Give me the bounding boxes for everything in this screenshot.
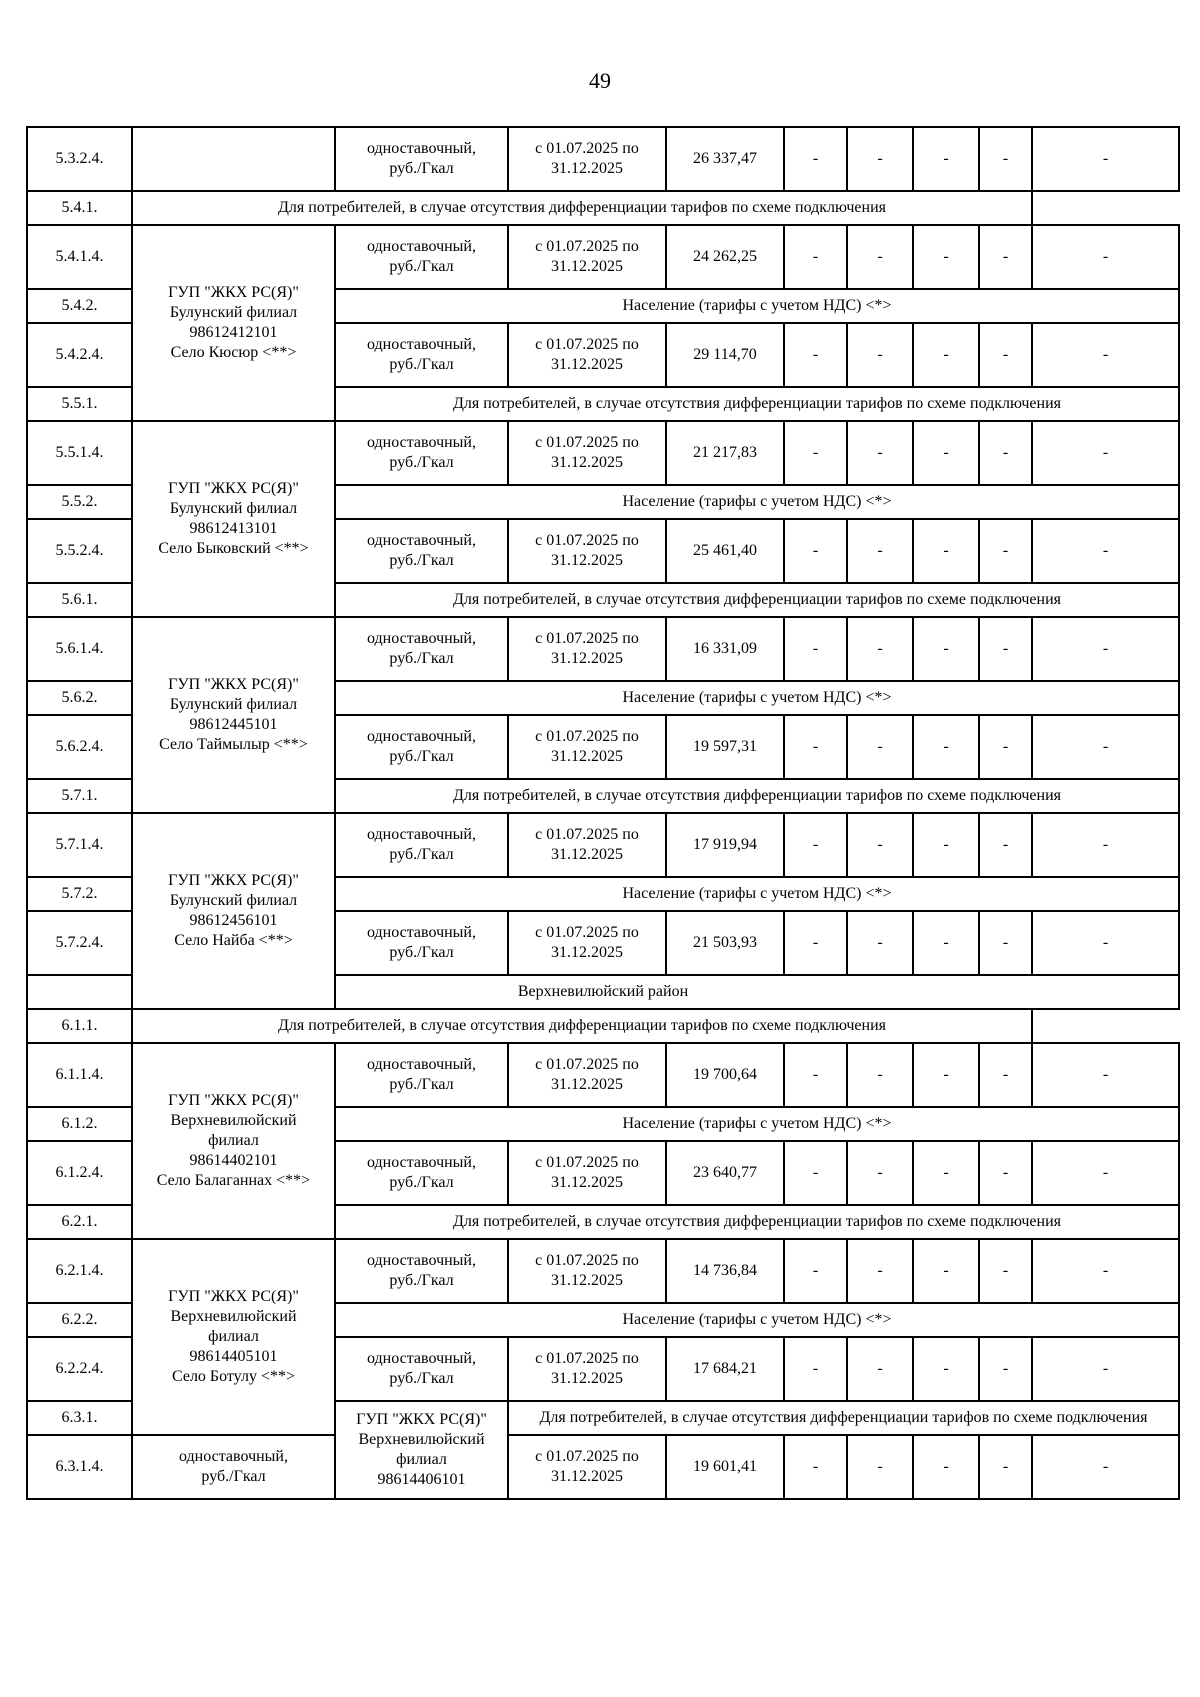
tariff-value: 21 503,93 xyxy=(666,911,784,975)
organization-line: ГУП "ЖКХ РС(Я)" xyxy=(168,1092,299,1109)
tariff-type-line: руб./Гкал xyxy=(389,1174,454,1191)
organization-line: Булунский филиал xyxy=(169,304,298,321)
organization-line: Село Ботулу <**> xyxy=(171,1368,296,1385)
tariff-type-line: руб./Гкал xyxy=(389,846,454,863)
empty-dash: - xyxy=(847,1239,913,1303)
period xyxy=(508,1337,666,1401)
empty-dash: - xyxy=(913,813,979,877)
category-row xyxy=(27,191,1179,225)
empty-dash: - xyxy=(913,1239,979,1303)
empty-dash: - xyxy=(1032,617,1179,681)
tariff-value: 21 217,83 xyxy=(666,421,784,485)
tariff-type xyxy=(335,1239,508,1303)
organization-line: Верхневилюйский xyxy=(170,1308,297,1325)
period-line: 31.12.2025 xyxy=(551,846,623,863)
tariff-value: 17 684,21 xyxy=(666,1337,784,1401)
organization-cell xyxy=(132,421,335,617)
empty-dash: - xyxy=(979,1337,1032,1401)
district-row xyxy=(27,975,1179,1009)
empty-dash: - xyxy=(784,519,847,583)
organization-line: Булунский филиал xyxy=(169,500,298,517)
organization-cell-empty xyxy=(132,127,335,191)
tariff-type-line: одноставочный, xyxy=(367,826,476,843)
period xyxy=(508,225,666,289)
row-number: 6.2.1.4. xyxy=(27,1239,132,1303)
empty-dash: - xyxy=(913,1435,979,1499)
empty-dash: - xyxy=(847,1435,913,1499)
empty-dash: - xyxy=(1032,1043,1179,1107)
empty-dash: - xyxy=(784,1435,847,1499)
row-number: 5.7.1.4. xyxy=(27,813,132,877)
row-number: 6.2.1. xyxy=(27,1205,132,1239)
row-number: 6.1.1.4. xyxy=(27,1043,132,1107)
organization-line: Село Найба <**> xyxy=(174,932,293,949)
tariff-type-line: руб./Гкал xyxy=(389,1272,454,1289)
empty-dash: - xyxy=(913,225,979,289)
empty-dash: - xyxy=(784,1043,847,1107)
tariff-type xyxy=(335,813,508,877)
tariff-type-line: одноставочный, xyxy=(367,238,476,255)
empty-dash: - xyxy=(1032,1239,1179,1303)
organization-line: Верхневилюйский xyxy=(358,1431,485,1448)
tariff-type-line: одноставочный, xyxy=(367,1154,476,1171)
empty-dash: - xyxy=(979,715,1032,779)
empty-dash: - xyxy=(913,1337,979,1401)
organization-cell xyxy=(335,1401,508,1499)
category-label: Население (тарифы с учетом НДС) <*> xyxy=(335,289,1179,323)
empty-dash: - xyxy=(1032,225,1179,289)
empty-dash: - xyxy=(1032,715,1179,779)
organization-line: ГУП "ЖКХ РС(Я)" xyxy=(356,1411,487,1428)
empty-dash: - xyxy=(847,519,913,583)
organization-line: 98612413101 xyxy=(189,520,278,537)
tariff-value: 23 640,77 xyxy=(666,1141,784,1205)
tariff-type-line: одноставочный, xyxy=(367,434,476,451)
tariff-table xyxy=(26,126,1180,1500)
organization-line: Село Таймылыр <**> xyxy=(159,736,308,753)
row-number: 5.7.2.4. xyxy=(27,911,132,975)
period-line: с 01.07.2025 по xyxy=(535,728,639,745)
row-number: 5.4.1.4. xyxy=(27,225,132,289)
tariff-value: 19 700,64 xyxy=(666,1043,784,1107)
tariff-value: 24 262,25 xyxy=(666,225,784,289)
period-line: 31.12.2025 xyxy=(551,1468,623,1485)
tariff-type-line: одноставочный, xyxy=(367,630,476,647)
tariff-type-line: руб./Гкал xyxy=(389,552,454,569)
empty-dash: - xyxy=(979,323,1032,387)
row-number: 5.3.2.4. xyxy=(27,127,132,191)
row-number: 5.7.1. xyxy=(27,779,132,813)
tariff-type-line: руб./Гкал xyxy=(389,748,454,765)
period xyxy=(508,1141,666,1205)
row-number: 5.5.2.4. xyxy=(27,519,132,583)
empty-dash: - xyxy=(1032,519,1179,583)
tariff-type-line: руб./Гкал xyxy=(389,650,454,667)
period-line: 31.12.2025 xyxy=(551,748,623,765)
empty-dash: - xyxy=(913,715,979,779)
row-number: 6.2.2.4. xyxy=(27,1337,132,1401)
category-label: Для потребителей, в случае отсутствия дифференциации тарифов по схеме подключения xyxy=(132,1009,1032,1043)
empty-dash: - xyxy=(913,519,979,583)
period-line: с 01.07.2025 по xyxy=(535,1056,639,1073)
tariff-value: 17 919,94 xyxy=(666,813,784,877)
category-label: Население (тарифы с учетом НДС) <*> xyxy=(335,681,1179,715)
period-line: с 01.07.2025 по xyxy=(535,1350,639,1367)
empty-dash: - xyxy=(784,323,847,387)
tariff-value: 26 337,47 xyxy=(666,127,784,191)
tariff-row xyxy=(27,813,1179,877)
empty-dash: - xyxy=(784,127,847,191)
period xyxy=(508,323,666,387)
tariff-type xyxy=(132,1435,335,1499)
category-label: Для потребителей, в случае отсутствия дифференциации тарифов по схеме подключения xyxy=(335,1205,1179,1239)
tariff-type-line: руб./Гкал xyxy=(389,1076,454,1093)
tariff-type-line: одноставочный, xyxy=(367,1252,476,1269)
empty-dash: - xyxy=(979,1435,1032,1499)
tariff-type-line: руб./Гкал xyxy=(389,160,454,177)
organization-line: 98614405101 xyxy=(189,1348,278,1365)
period xyxy=(508,1435,666,1499)
category-label: Для потребителей, в случае отсутствия дифференциации тарифов по схеме подключения xyxy=(132,191,1032,225)
tariff-row xyxy=(27,127,1179,191)
district-title: Верхневилюйский район xyxy=(27,975,1179,1009)
empty-dash: - xyxy=(1032,1435,1179,1499)
category-label: Для потребителей, в случае отсутствия дифференциации тарифов по схеме подключения xyxy=(335,779,1179,813)
empty-dash: - xyxy=(979,617,1032,681)
period-line: 31.12.2025 xyxy=(551,1174,623,1191)
empty-dash: - xyxy=(979,225,1032,289)
period-line: 31.12.2025 xyxy=(551,1370,623,1387)
category-row xyxy=(27,1009,1179,1043)
empty-dash: - xyxy=(1032,1337,1179,1401)
organization-line: 98614406101 xyxy=(377,1471,466,1488)
empty-dash: - xyxy=(1032,421,1179,485)
period xyxy=(508,1239,666,1303)
empty-dash: - xyxy=(847,617,913,681)
row-number: 5.6.1.4. xyxy=(27,617,132,681)
tariff-type xyxy=(335,519,508,583)
empty-dash: - xyxy=(784,1337,847,1401)
organization-line: филиал xyxy=(396,1451,447,1468)
empty-dash: - xyxy=(784,617,847,681)
row-number: 6.3.1.4. xyxy=(27,1435,132,1499)
organization-cell xyxy=(132,1239,335,1435)
category-label: Для потребителей, в случае отсутствия дифференциации тарифов по схеме подключения xyxy=(335,387,1179,421)
empty-dash: - xyxy=(784,1239,847,1303)
empty-dash: - xyxy=(847,813,913,877)
tariff-type xyxy=(335,323,508,387)
tariff-row xyxy=(27,1435,1179,1499)
empty-dash: - xyxy=(979,127,1032,191)
tariff-type-line: руб./Гкал xyxy=(201,1468,266,1485)
empty-dash: - xyxy=(847,1141,913,1205)
period-line: с 01.07.2025 по xyxy=(535,1252,639,1269)
empty-dash: - xyxy=(913,911,979,975)
organization-line: Село Балаганнах <**> xyxy=(156,1172,311,1189)
empty-dash: - xyxy=(784,813,847,877)
tariff-row xyxy=(27,421,1179,485)
organization-line: Булунский филиал xyxy=(169,892,298,909)
empty-dash: - xyxy=(847,911,913,975)
empty-dash: - xyxy=(913,127,979,191)
tariff-type-line: руб./Гкал xyxy=(389,944,454,961)
row-number: 6.2.2. xyxy=(27,1303,132,1337)
empty-dash: - xyxy=(847,225,913,289)
empty-dash: - xyxy=(784,911,847,975)
period-line: с 01.07.2025 по xyxy=(535,140,639,157)
organization-line: Село Быковский <**> xyxy=(158,540,309,557)
row-number: 5.4.2. xyxy=(27,289,132,323)
tariff-type-line: одноставочный, xyxy=(179,1448,288,1465)
empty-dash: - xyxy=(979,1141,1032,1205)
tariff-type-line: руб./Гкал xyxy=(389,258,454,275)
period xyxy=(508,519,666,583)
empty-dash: - xyxy=(847,1337,913,1401)
tariff-type xyxy=(335,225,508,289)
period-line: 31.12.2025 xyxy=(551,356,623,373)
tariff-type xyxy=(335,127,508,191)
period-line: с 01.07.2025 по xyxy=(535,1448,639,1465)
tariff-type xyxy=(335,715,508,779)
organization-line: ГУП "ЖКХ РС(Я)" xyxy=(168,872,299,889)
tariff-type-line: руб./Гкал xyxy=(389,454,454,471)
row-number: 5.6.2. xyxy=(27,681,132,715)
tariff-row xyxy=(27,1239,1179,1303)
empty-dash: - xyxy=(847,1043,913,1107)
empty-dash: - xyxy=(1032,911,1179,975)
empty-dash: - xyxy=(847,323,913,387)
empty-dash: - xyxy=(784,225,847,289)
organization-line: филиал xyxy=(208,1328,259,1345)
tariff-row xyxy=(27,1043,1179,1107)
tariff-type xyxy=(335,1337,508,1401)
period-line: 31.12.2025 xyxy=(551,650,623,667)
period xyxy=(508,127,666,191)
tariff-value: 25 461,40 xyxy=(666,519,784,583)
organization-line: Село Кюсюр <**> xyxy=(170,344,297,361)
empty-dash: - xyxy=(1032,1141,1179,1205)
period xyxy=(508,421,666,485)
period-line: 31.12.2025 xyxy=(551,944,623,961)
empty-dash: - xyxy=(1032,323,1179,387)
period-line: 31.12.2025 xyxy=(551,552,623,569)
row-number: 5.5.1.4. xyxy=(27,421,132,485)
period xyxy=(508,911,666,975)
empty-dash: - xyxy=(1032,813,1179,877)
empty-dash: - xyxy=(913,323,979,387)
empty-dash: - xyxy=(784,421,847,485)
tariff-type xyxy=(335,1043,508,1107)
tariff-type-line: одноставочный, xyxy=(367,728,476,745)
tariff-type-line: руб./Гкал xyxy=(389,1370,454,1387)
tariff-type xyxy=(335,1141,508,1205)
organization-line: 98612445101 xyxy=(189,716,278,733)
period-line: с 01.07.2025 по xyxy=(535,1154,639,1171)
row-number: 5.5.2. xyxy=(27,485,132,519)
empty-dash: - xyxy=(847,127,913,191)
page-number: 49 xyxy=(589,68,611,93)
period-line: 31.12.2025 xyxy=(551,1272,623,1289)
tariff-type xyxy=(335,617,508,681)
period xyxy=(508,1043,666,1107)
organization-line: Верхневилюйский xyxy=(170,1112,297,1129)
period-line: с 01.07.2025 по xyxy=(535,924,639,941)
period xyxy=(508,715,666,779)
tariff-value: 16 331,09 xyxy=(666,617,784,681)
empty-dash: - xyxy=(979,1239,1032,1303)
period-line: с 01.07.2025 по xyxy=(535,434,639,451)
empty-dash: - xyxy=(913,421,979,485)
row-number: 6.1.2. xyxy=(27,1107,132,1141)
category-label: Население (тарифы с учетом НДС) <*> xyxy=(335,1303,1179,1337)
row-number: 5.6.2.4. xyxy=(27,715,132,779)
category-label: Для потребителей, в случае отсутствия дифференциации тарифов по схеме подключения xyxy=(508,1401,1179,1435)
empty-dash: - xyxy=(913,1043,979,1107)
period xyxy=(508,813,666,877)
period-line: 31.12.2025 xyxy=(551,454,623,471)
organization-cell xyxy=(132,617,335,813)
row-number: 6.1.1. xyxy=(27,1009,132,1043)
period-line: 31.12.2025 xyxy=(551,258,623,275)
period-line: 31.12.2025 xyxy=(551,1076,623,1093)
empty-dash: - xyxy=(1032,127,1179,191)
row-number: 6.3.1. xyxy=(27,1401,132,1435)
empty-dash: - xyxy=(979,421,1032,485)
category-label: Для потребителей, в случае отсутствия дифференциации тарифов по схеме подключения xyxy=(335,583,1179,617)
period-line: с 01.07.2025 по xyxy=(535,532,639,549)
period-line: с 01.07.2025 по xyxy=(535,826,639,843)
organization-line: Булунский филиал xyxy=(169,696,298,713)
category-label: Население (тарифы с учетом НДС) <*> xyxy=(335,877,1179,911)
tariff-type-line: одноставочный, xyxy=(367,1056,476,1073)
organization-line: 98612456101 xyxy=(189,912,278,929)
organization-line: ГУП "ЖКХ РС(Я)" xyxy=(168,480,299,497)
tariff-value: 29 114,70 xyxy=(666,323,784,387)
tariff-value: 19 597,31 xyxy=(666,715,784,779)
tariff-type-line: руб./Гкал xyxy=(389,356,454,373)
organization-line: филиал xyxy=(208,1132,259,1149)
period xyxy=(508,617,666,681)
row-number: 5.7.2. xyxy=(27,877,132,911)
organization-line: ГУП "ЖКХ РС(Я)" xyxy=(168,1288,299,1305)
empty-dash: - xyxy=(847,715,913,779)
empty-dash: - xyxy=(784,1141,847,1205)
tariff-type xyxy=(335,911,508,975)
tariff-type xyxy=(335,421,508,485)
tariff-value: 14 736,84 xyxy=(666,1239,784,1303)
tariff-type-line: одноставочный, xyxy=(367,1350,476,1367)
period-line: 31.12.2025 xyxy=(551,160,623,177)
organization-line: 98614402101 xyxy=(189,1152,278,1169)
empty-dash: - xyxy=(913,1141,979,1205)
tariff-row xyxy=(27,617,1179,681)
organization-line: ГУП "ЖКХ РС(Я)" xyxy=(168,676,299,693)
row-number: 5.4.2.4. xyxy=(27,323,132,387)
tariff-row xyxy=(27,225,1179,289)
period-line: с 01.07.2025 по xyxy=(535,630,639,647)
category-label: Население (тарифы с учетом НДС) <*> xyxy=(335,1107,1179,1141)
empty-dash: - xyxy=(979,1043,1032,1107)
organization-line: ГУП "ЖКХ РС(Я)" xyxy=(168,284,299,301)
category-label: Население (тарифы с учетом НДС) <*> xyxy=(335,485,1179,519)
tariff-type-line: одноставочный, xyxy=(367,924,476,941)
tariff-type-line: одноставочный, xyxy=(367,532,476,549)
period-line: с 01.07.2025 по xyxy=(535,336,639,353)
organization-cell xyxy=(132,1043,335,1239)
tariff-type-line: одноставочный, xyxy=(367,336,476,353)
tariff-value: 19 601,41 xyxy=(666,1435,784,1499)
row-number: 5.4.1. xyxy=(27,191,132,225)
row-number: 5.5.1. xyxy=(27,387,132,421)
period-line: с 01.07.2025 по xyxy=(535,238,639,255)
organization-cell xyxy=(132,225,335,421)
row-number: 5.6.1. xyxy=(27,583,132,617)
organization-line: 98612412101 xyxy=(189,324,278,341)
tariff-type-line: одноставочный, xyxy=(367,140,476,157)
empty-dash: - xyxy=(979,911,1032,975)
empty-dash: - xyxy=(979,813,1032,877)
empty-dash: - xyxy=(913,617,979,681)
row-number: 6.1.2.4. xyxy=(27,1141,132,1205)
empty-dash: - xyxy=(979,519,1032,583)
empty-dash: - xyxy=(784,715,847,779)
empty-dash: - xyxy=(847,421,913,485)
